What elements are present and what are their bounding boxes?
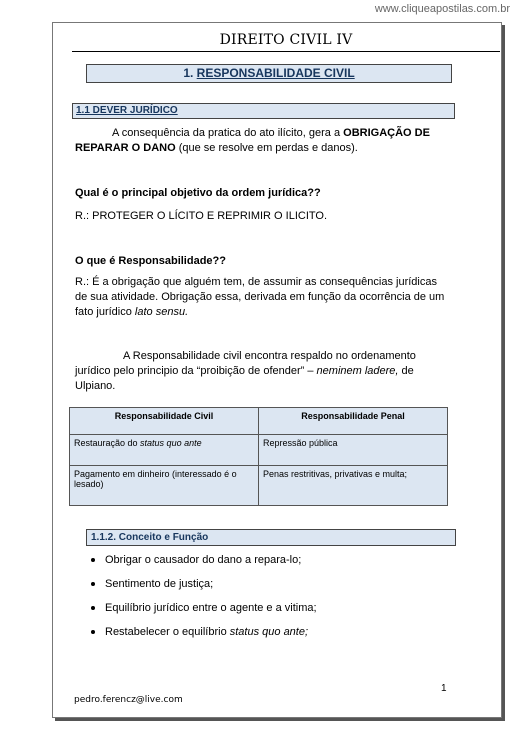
- list-item-text: Sentimento de justiça;: [105, 578, 214, 590]
- table-header-penal: Responsabilidade Penal: [259, 408, 448, 435]
- table-header-row: [70, 408, 448, 435]
- list-item-italic-text: status quo ante;: [229, 626, 309, 638]
- paragraph2-italic: neminem ladere,: [316, 365, 399, 377]
- bullet-list: [88, 548, 317, 644]
- subsection-title: 1.1 DEVER JURÍDICO: [76, 105, 178, 116]
- table-row: [70, 466, 448, 506]
- list-item: [88, 572, 317, 596]
- answer-objetivo: R.: PROTEGER O LÍCITO E REPRIMIR O ILICITO.: [75, 210, 328, 222]
- list-item: [88, 620, 317, 644]
- answer-text: R.: É a obrigação que alguém tem, de assumir as consequências jurídicas de sua atividade. Obrigação essa, derivada em função da ocorrência de um fato jurídico: [75, 276, 445, 318]
- question-responsabilidade: O que é Responsabilidade??: [75, 255, 226, 267]
- header-divider: [72, 51, 500, 52]
- subsection-heading-conceito: 1.1.2. Conceito e Função: [86, 529, 456, 546]
- paragraph2-text: A Responsabilidade civil encontra respaldo no ordenamento jurídico pelo principio da “proibição de ofender” –: [75, 350, 416, 377]
- table-header-civil: Responsabilidade Civil: [70, 408, 259, 435]
- table-cell-penal: Repressão pública: [259, 435, 448, 466]
- section-number: 1.: [183, 66, 194, 80]
- paragraph-text: A consequência da pratica do ato ilícito, gera a: [112, 127, 344, 139]
- table-cell-civil: Pagamento em dinheiro (interessado é o lesado): [70, 466, 259, 506]
- bullet-icon: [91, 606, 95, 610]
- paragraph-obrigacao: [75, 126, 445, 156]
- bullet-icon: [91, 558, 95, 562]
- section-heading: [86, 64, 452, 83]
- subsection-heading-dever-juridico: [72, 103, 455, 119]
- bullet-icon: [91, 630, 95, 634]
- bullet-icon: [91, 582, 95, 586]
- page-number: 1: [441, 683, 447, 694]
- table-cell-civil: [70, 435, 259, 466]
- paragraph-neminem: [75, 349, 445, 394]
- list-item-text: Obrigar o causador do dano a repara-lo;: [105, 554, 302, 566]
- table-cell-penal: Penas restritivas, privativas e multa;: [259, 466, 448, 506]
- answer-responsabilidade: [75, 275, 445, 320]
- paragraph-text-end: (que se resolve em perdas e danos).: [175, 142, 358, 154]
- cell-italic-text: status quo ante: [140, 438, 202, 448]
- list-item: [88, 548, 317, 572]
- page-header-title: DIREITO CIVIL IV: [219, 32, 353, 48]
- cell-text: Restauração do: [74, 438, 141, 448]
- paragraph-bold-text: OBRIGAÇÃO DE REPARAR O DANO: [75, 127, 430, 154]
- list-item: [88, 596, 317, 620]
- table-row: [70, 435, 448, 466]
- section-title: RESPONSABILIDADE CIVIL: [196, 66, 355, 80]
- answer-italic-text: lato sensu.: [134, 306, 189, 318]
- comparison-table: [69, 407, 448, 506]
- list-item-text: Equilíbrio jurídico entre o agente e a vitima;: [105, 602, 317, 614]
- footer-email: pedro.ferencz@live.com: [74, 695, 183, 705]
- watermark-url: www.cliqueapostilas.com.br: [374, 3, 510, 15]
- list-item-text: Restabelecer o equilíbrio: [105, 626, 230, 638]
- paragraph2-text-end: de Ulpiano.: [75, 365, 414, 392]
- question-objetivo: Qual é o principal objetivo da ordem jurídica??: [75, 187, 321, 199]
